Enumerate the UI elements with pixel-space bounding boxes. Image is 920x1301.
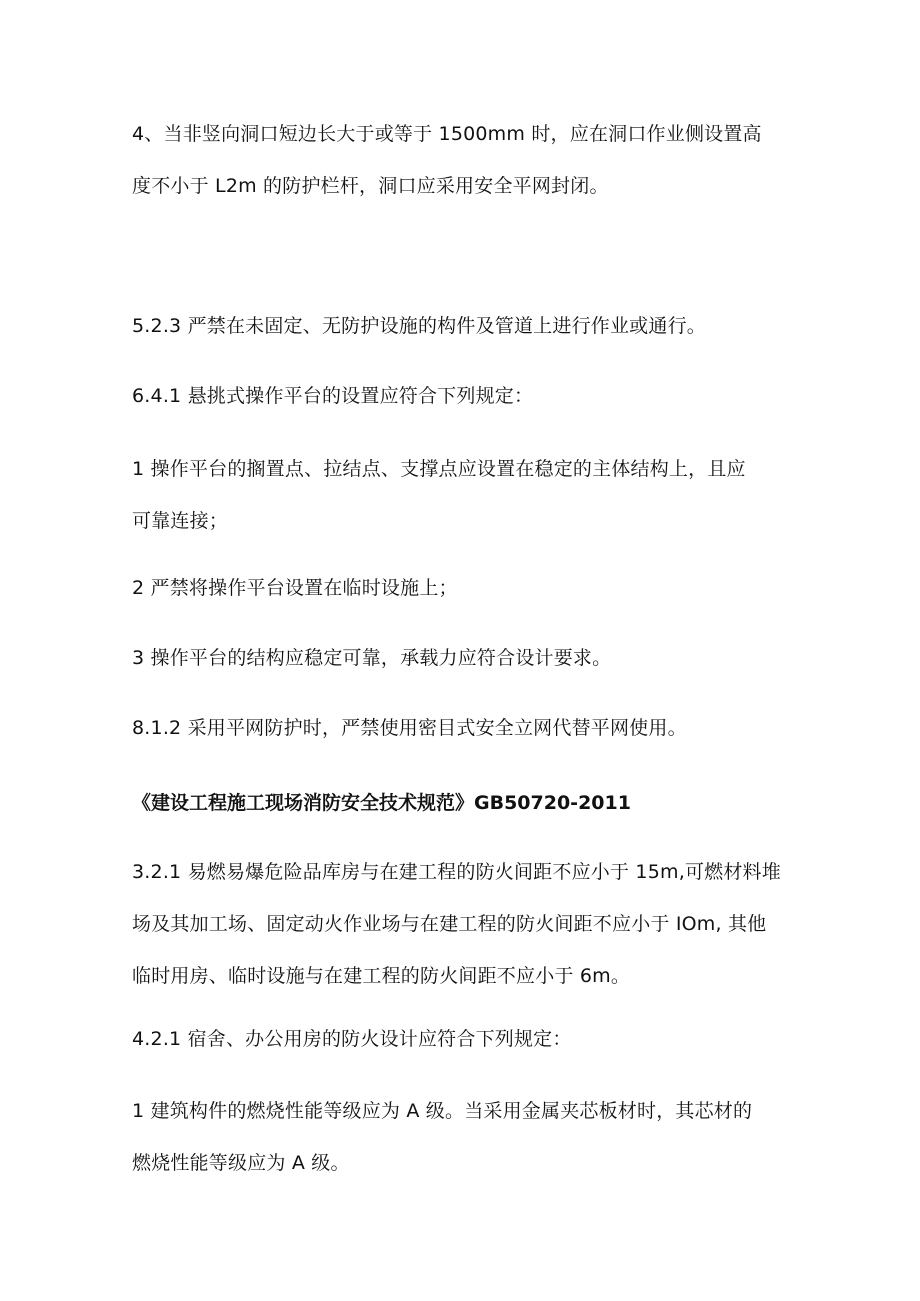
paragraph-5-2-3 bbox=[132, 300, 792, 352]
text-line: 燃烧性能等级应为 A 级。 bbox=[132, 1152, 350, 1174]
paragraph-4-opening-protection bbox=[132, 108, 792, 212]
text-line: 3.2.1 易燃易爆危险品库房与在建工程的防火间距不应小于 15m,可燃材料堆 bbox=[132, 861, 781, 883]
paragraph-8-1-2 bbox=[132, 702, 792, 754]
text-line: 1 操作平台的搁置点、拉结点、支撑点应设置在稳定的主体结构上，且应 bbox=[132, 458, 746, 480]
text-line: 8.1.2 采用平网防护时，严禁使用密目式安全立网代替平网使用。 bbox=[132, 717, 687, 739]
paragraph-3-2-1 bbox=[132, 846, 792, 1002]
text-line: 6.4.1 悬挑式操作平台的设置应符合下列规定： bbox=[132, 385, 534, 407]
text-line: 1 建筑构件的燃烧性能等级应为 A 级。当采用金属夹芯板材时，其芯材的 bbox=[132, 1100, 753, 1122]
text-line: 临时用房、临时设施与在建工程的防火间距不应小于 6m。 bbox=[132, 965, 631, 987]
text-line: 度不小于 L2m 的防护栏杆，洞口应采用安全平网封闭。 bbox=[132, 175, 609, 197]
paragraph-6-4-1 bbox=[132, 370, 792, 422]
text-line: 场及其加工场、固定动火作业场与在建工程的防火间距不应小于 IOm, 其他 bbox=[132, 913, 767, 935]
paragraph-4-2-1 bbox=[132, 1013, 792, 1065]
paragraph-item-3-platform bbox=[132, 632, 792, 684]
section-heading-gb50720: 《建设工程施工现场消防安全技术规范》GB50720-2011 bbox=[132, 792, 631, 814]
text-line: 3 操作平台的结构应稳定可靠，承载力应符合设计要求。 bbox=[132, 647, 612, 669]
paragraph-item-2-platform bbox=[132, 562, 792, 614]
text-line: 4.2.1 宿舍、办公用房的防火设计应符合下列规定： bbox=[132, 1028, 572, 1050]
text-line: 2 严禁将操作平台设置在临时设施上； bbox=[132, 577, 458, 599]
text-line: 5.2.3 严禁在未固定、无防护设施的构件及管道上进行作业或通行。 bbox=[132, 315, 706, 337]
text-line: 可靠连接； bbox=[132, 510, 229, 532]
paragraph-item-1-fire-rating bbox=[132, 1085, 792, 1189]
paragraph-item-1-platform bbox=[132, 443, 792, 547]
text-line: 4、当非竖向洞口短边长大于或等于 1500mm 时，应在洞口作业侧设置高 bbox=[132, 123, 762, 145]
